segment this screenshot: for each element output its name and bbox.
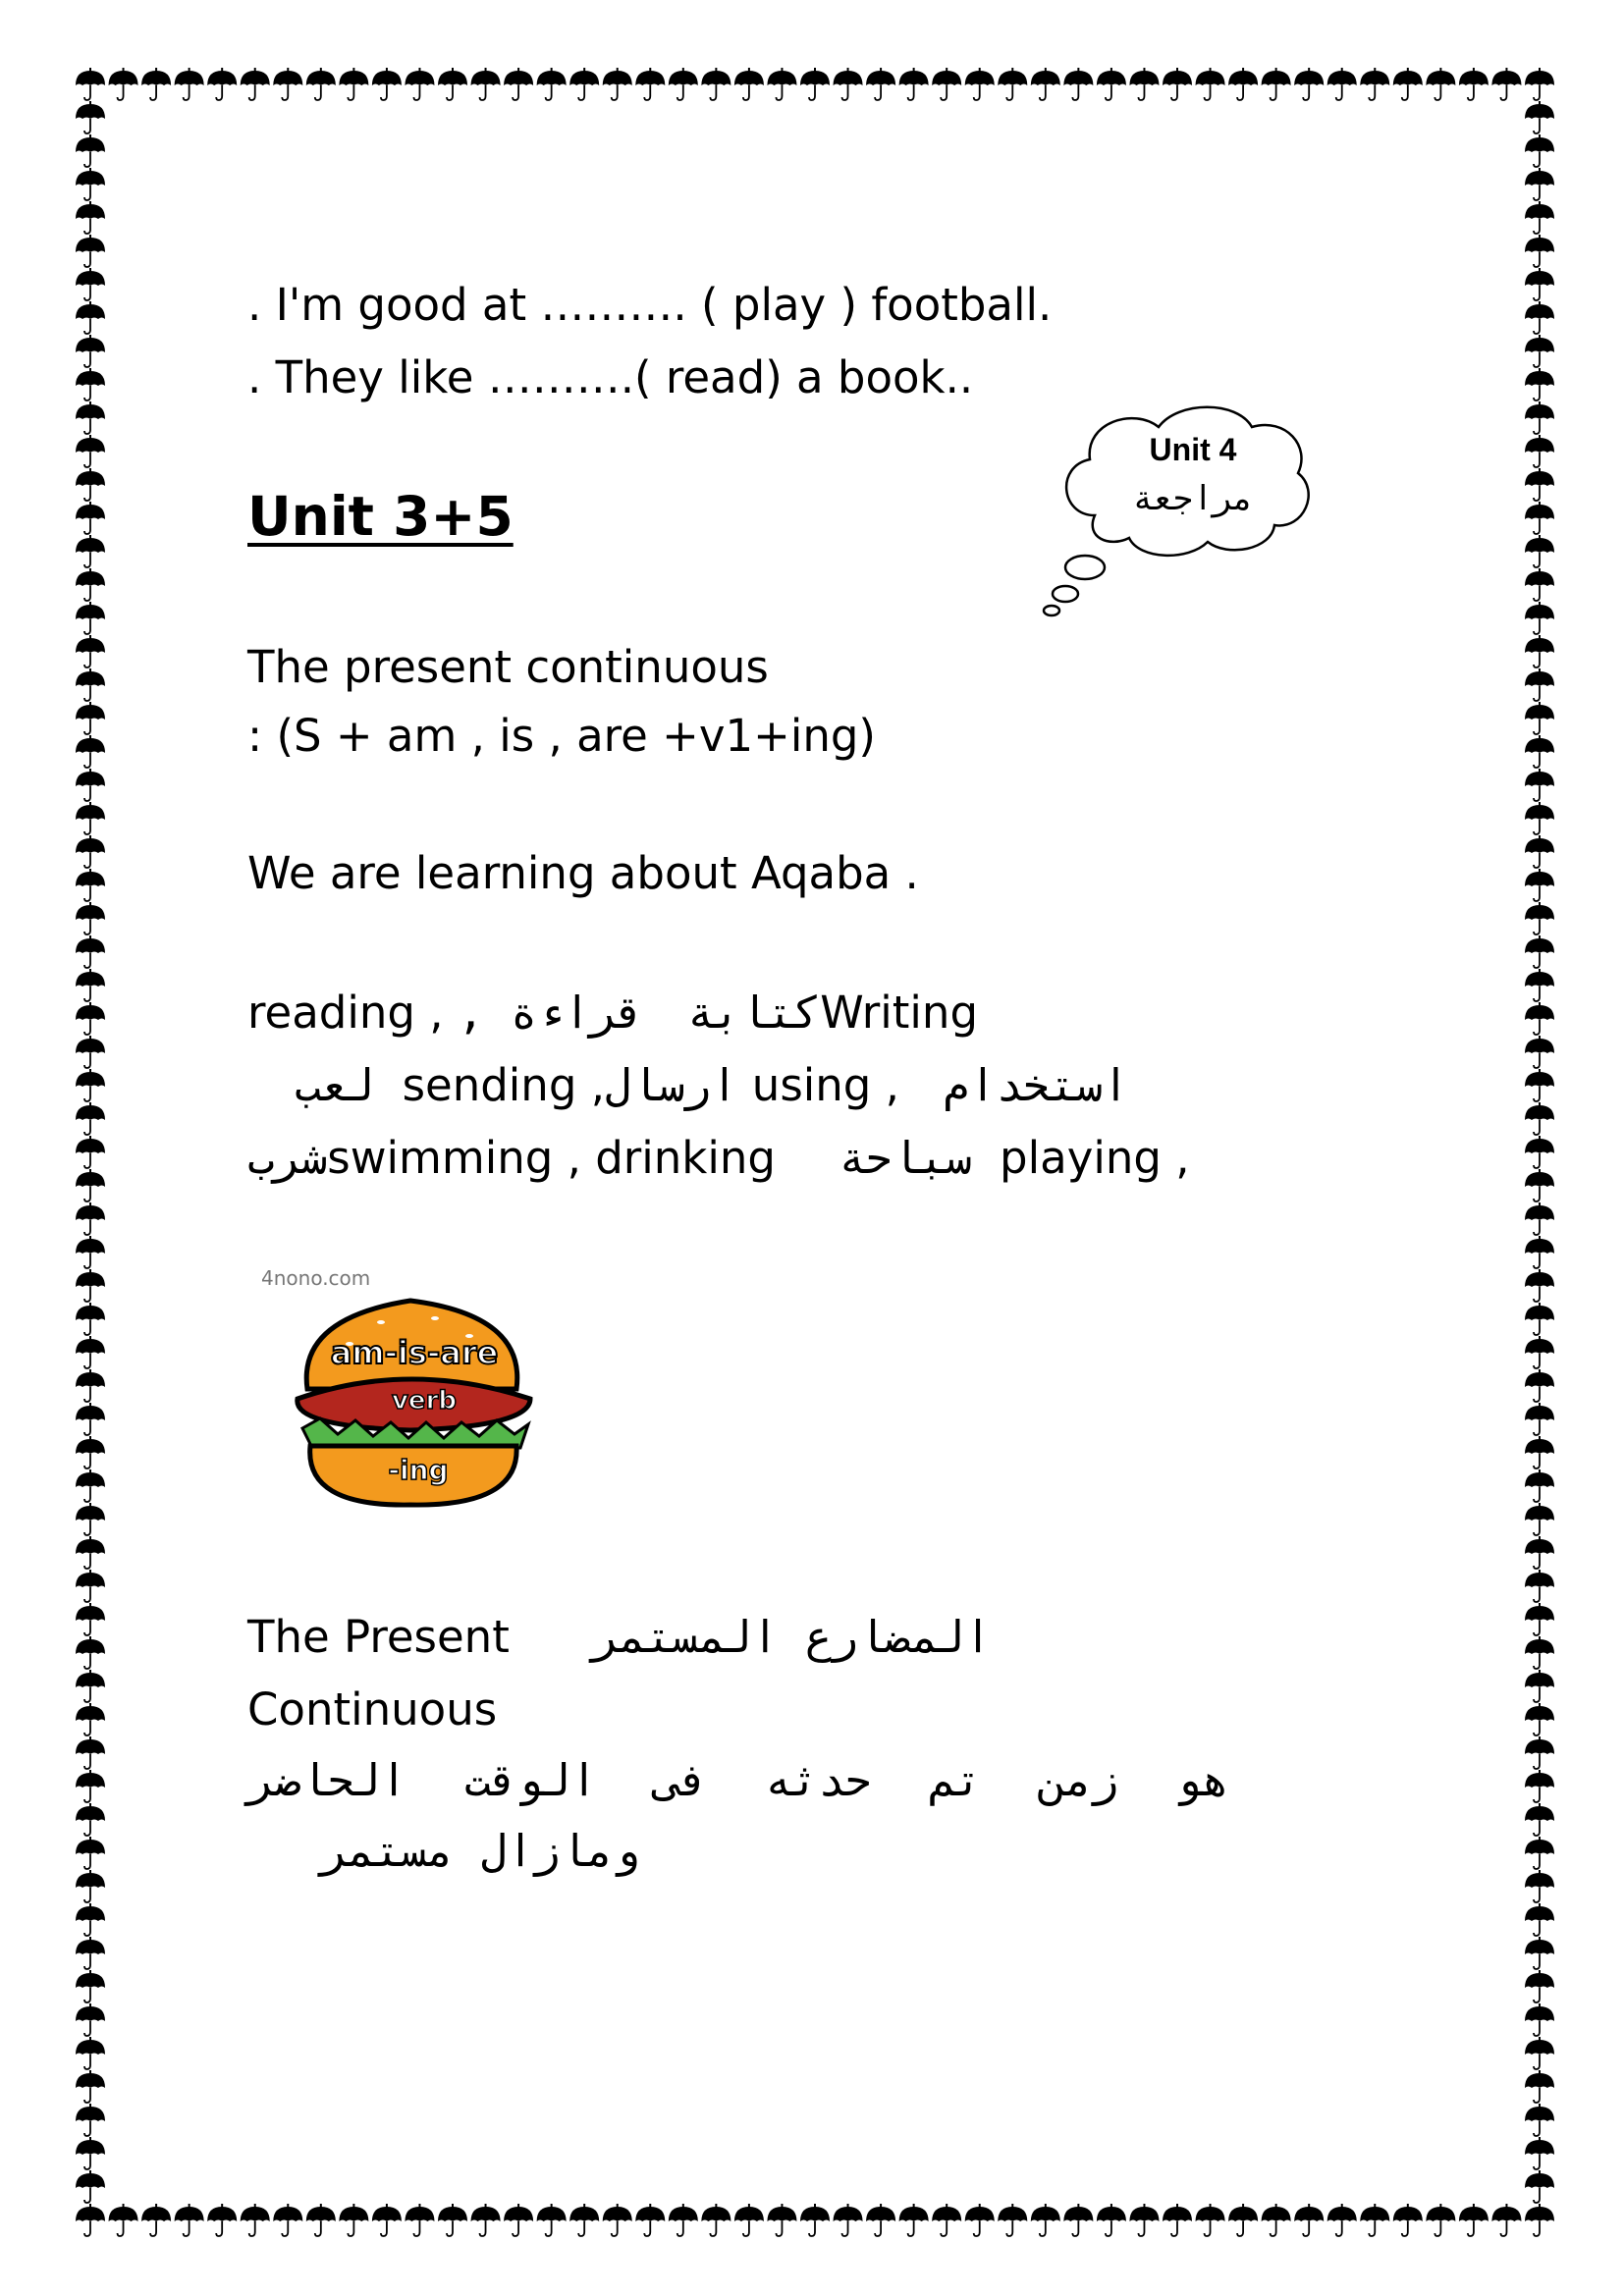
umbrella-icon [504, 68, 533, 100]
umbrella-icon [1525, 301, 1554, 334]
umbrella-icon [1426, 2204, 1455, 2236]
umbrella-icon [635, 68, 665, 100]
umbrella-icon [1525, 1202, 1554, 1235]
umbrella-icon [1525, 1670, 1554, 1702]
umbrella-icon [1525, 1636, 1554, 1669]
umbrella-icon [1525, 1503, 1554, 1535]
umbrella-icon [1525, 1269, 1554, 1302]
umbrella-icon [1525, 1336, 1554, 1368]
umbrella-icon [998, 2204, 1027, 2236]
umbrella-icon [1525, 1770, 1554, 1802]
umbrella-icon [76, 2104, 105, 2136]
umbrella-icon [1525, 635, 1554, 667]
umbrella-icon [76, 268, 105, 300]
umbrella-icon [405, 68, 434, 100]
umbrella-icon [1525, 935, 1554, 968]
umbrella-icon [175, 68, 204, 100]
umbrella-icon [372, 68, 402, 100]
umbrella-icon [1525, 2003, 1554, 2036]
definition-title-arabic: المضارع المستمر [592, 1611, 992, 1663]
umbrella-icon [1525, 2170, 1554, 2203]
umbrella-icon [1525, 602, 1554, 634]
umbrella-icon [76, 2070, 105, 2103]
umbrella-icon [141, 68, 171, 100]
umbrella-icon [1525, 1803, 1554, 1836]
umbrella-icon [1525, 535, 1554, 567]
umbrella-icon [1525, 201, 1554, 234]
umbrella-icon [1525, 1102, 1554, 1135]
umbrella-icon [1525, 835, 1554, 868]
umbrella-icon [306, 2204, 336, 2236]
umbrella-icon [76, 235, 105, 267]
umbrella-icon [1525, 702, 1554, 734]
umbrella-icon [1525, 134, 1554, 167]
umbrella-icon [76, 1436, 105, 1468]
umbrella-icon [1525, 2070, 1554, 2103]
umbrella-icon [1525, 1403, 1554, 1435]
vocab-word: sending , [402, 1059, 606, 1111]
umbrella-icon [76, 1570, 105, 1602]
vocab-line [247, 1131, 1190, 1186]
umbrella-icon [569, 68, 599, 100]
umbrella-icon [175, 2204, 204, 2236]
umbrella-icon [965, 2204, 995, 2236]
umbrella-icon [1525, 969, 1554, 1001]
umbrella-icon [471, 68, 501, 100]
burger-bottom-label: -ing [388, 1454, 449, 1486]
vocab-word: using , [751, 1059, 899, 1111]
umbrella-icon [1525, 368, 1554, 400]
umbrella-icon [866, 68, 895, 100]
umbrella-icon [1163, 2204, 1192, 2236]
vocab-line [247, 1058, 1129, 1113]
umbrella-icon [1525, 1970, 1554, 2002]
umbrella-icon [834, 68, 863, 100]
vocab-arabic: قراءة , [457, 987, 644, 1039]
vocab-arabic: ارسال [605, 1059, 738, 1111]
umbrella-icon [76, 1236, 105, 1268]
exercise-sentence: . I'm good at ………. ( play ) football. [247, 279, 1053, 331]
umbrella-icon [1327, 2204, 1357, 2236]
umbrella-icon [1525, 2204, 1554, 2236]
definition-arabic: ومازال مستمر [320, 1825, 640, 1877]
umbrella-icon [767, 68, 796, 100]
vocab-arabic: لعب [295, 1059, 375, 1111]
umbrella-icon [1525, 1870, 1554, 1902]
umbrella-icon [603, 2204, 632, 2236]
umbrella-icon [1525, 1136, 1554, 1168]
umbrella-icon [1525, 1236, 1554, 1268]
umbrella-icon [1525, 1069, 1554, 1101]
umbrella-icon [1525, 802, 1554, 834]
umbrella-icon [1525, 568, 1554, 601]
umbrella-icon [1525, 2137, 1554, 2169]
umbrella-icon [1525, 1036, 1554, 1068]
umbrella-icon [76, 1036, 105, 1068]
umbrella-icon [76, 468, 105, 501]
vocab-arabic: شرب [247, 1132, 328, 1184]
umbrella-icon [76, 502, 105, 534]
umbrella-icon [1393, 68, 1423, 100]
umbrella-icon [339, 2204, 368, 2236]
vocab-word: swimming , drinking [327, 1132, 776, 1184]
umbrella-icon [76, 1469, 105, 1502]
umbrella-icon [866, 2204, 895, 2236]
vocab-arabic: استخدام [943, 1059, 1129, 1111]
umbrella-icon [1525, 235, 1554, 267]
umbrella-icon [1129, 68, 1159, 100]
umbrella-icon [1525, 468, 1554, 501]
umbrella-icon [76, 1703, 105, 1735]
umbrella-icon [1525, 769, 1554, 801]
umbrella-icon [76, 802, 105, 834]
umbrella-icon [965, 68, 995, 100]
umbrella-icon [76, 1136, 105, 1168]
umbrella-icon [1525, 435, 1554, 467]
umbrella-icon [76, 1102, 105, 1135]
umbrella-icon [76, 368, 105, 400]
umbrella-icon [76, 2204, 105, 2236]
burger-top-label: am-is-are [330, 1334, 499, 1371]
umbrella-icon [1525, 101, 1554, 133]
umbrella-icon [1196, 68, 1225, 100]
umbrella-icon [306, 68, 336, 100]
umbrella-icon [635, 2204, 665, 2236]
umbrella-icon [1063, 68, 1093, 100]
umbrella-icon [76, 535, 105, 567]
umbrella-icon [1129, 2204, 1159, 2236]
umbrella-icon [800, 68, 830, 100]
umbrella-icon [1525, 2037, 1554, 2069]
cloud-subtitle: مراجعة [1132, 479, 1254, 518]
umbrella-icon [76, 101, 105, 133]
vocab-word: playing , [1000, 1132, 1190, 1184]
umbrella-icon [1525, 1169, 1554, 1201]
umbrella-icon [273, 2204, 302, 2236]
umbrella-icon [76, 602, 105, 634]
umbrella-icon [767, 2204, 796, 2236]
umbrella-icon [141, 2204, 171, 2236]
umbrella-icon [76, 869, 105, 901]
umbrella-icon [438, 68, 467, 100]
grammar-title: The present continuous [247, 641, 769, 693]
umbrella-icon [569, 2204, 599, 2236]
umbrella-icon [1525, 1469, 1554, 1502]
umbrella-icon [76, 1336, 105, 1368]
umbrella-icon [1525, 2104, 1554, 2136]
umbrella-icon [76, 769, 105, 801]
umbrella-icon [76, 1303, 105, 1335]
umbrella-icon [76, 935, 105, 968]
umbrella-icon [1525, 502, 1554, 534]
umbrella-icon [76, 168, 105, 200]
umbrella-icon [1525, 869, 1554, 901]
umbrella-icon [1525, 335, 1554, 367]
umbrella-icon [834, 2204, 863, 2236]
vocab-word: reading , [247, 987, 444, 1039]
umbrella-icon [76, 134, 105, 167]
umbrella-icon [76, 635, 105, 667]
umbrella-icon [998, 68, 1027, 100]
umbrella-icon [76, 68, 105, 100]
umbrella-icon [1097, 68, 1126, 100]
umbrella-icon [669, 2204, 698, 2236]
umbrella-icon [76, 2137, 105, 2169]
umbrella-icon [76, 1636, 105, 1669]
umbrella-icon [1262, 2204, 1291, 2236]
umbrella-icon [701, 2204, 731, 2236]
umbrella-icon [537, 68, 567, 100]
umbrella-icon [76, 1970, 105, 2002]
umbrella-icon [241, 2204, 270, 2236]
umbrella-icon [339, 68, 368, 100]
cloud-title: Unit 4 [1149, 432, 1237, 467]
umbrella-icon [1426, 68, 1455, 100]
grammar-formula: : (S + am , is , are +v1+ing) [247, 710, 876, 762]
example-sentence: We are learning about Aqaba . [247, 847, 919, 899]
umbrella-icon [76, 1002, 105, 1035]
umbrella-icon [1525, 1536, 1554, 1569]
umbrella-icon [1525, 1436, 1554, 1468]
umbrella-icon [1525, 168, 1554, 200]
umbrella-icon [109, 68, 138, 100]
umbrella-icon [405, 2204, 434, 2236]
umbrella-icon [603, 68, 632, 100]
umbrella-icon [1525, 1903, 1554, 1936]
umbrella-icon [76, 401, 105, 434]
umbrella-icon [76, 1169, 105, 1201]
exercise-sentence: . They like ……….( read) a book.. [247, 351, 974, 403]
umbrella-icon [76, 1536, 105, 1569]
umbrella-icon [76, 201, 105, 234]
umbrella-icon [1393, 2204, 1423, 2236]
umbrella-icon [1525, 1570, 1554, 1602]
umbrella-icon [1196, 2204, 1225, 2236]
vocab-arabic: سباحة [839, 1132, 972, 1184]
umbrella-icon [1525, 1002, 1554, 1035]
umbrella-icon [1525, 1837, 1554, 1869]
umbrella-icon [76, 1803, 105, 1836]
umbrella-icon [76, 335, 105, 367]
umbrella-icon [76, 1503, 105, 1535]
vocab-arabic: كتابة [686, 987, 821, 1039]
umbrella-icon [1163, 68, 1192, 100]
umbrella-icon [372, 2204, 402, 2236]
umbrella-icon [76, 1403, 105, 1435]
umbrella-icon [76, 2003, 105, 2036]
definition-title: The Present المضارع المستمر [247, 1611, 992, 1663]
umbrella-icon [899, 68, 929, 100]
umbrella-icon [537, 2204, 567, 2236]
umbrella-icon [932, 68, 961, 100]
unit-heading: Unit 3+5 [247, 485, 514, 548]
umbrella-icon [76, 301, 105, 334]
umbrella-icon [76, 902, 105, 934]
umbrella-icon [1459, 68, 1489, 100]
umbrella-icon [76, 2037, 105, 2069]
umbrella-icon [800, 2204, 830, 2236]
umbrella-icon [932, 2204, 961, 2236]
umbrella-icon [899, 2204, 929, 2236]
umbrella-icon [1031, 2204, 1060, 2236]
umbrella-icon [734, 2204, 764, 2236]
umbrella-icon [1525, 268, 1554, 300]
umbrella-icon [109, 2204, 138, 2236]
umbrella-icon [241, 68, 270, 100]
umbrella-icon [76, 1269, 105, 1302]
burger-watermark: 4nono.com [261, 1266, 371, 1290]
umbrella-icon [1228, 68, 1258, 100]
umbrella-icon [1262, 68, 1291, 100]
umbrella-icon [273, 68, 302, 100]
umbrella-icon [471, 2204, 501, 2236]
umbrella-icon [734, 68, 764, 100]
umbrella-icon [76, 1202, 105, 1235]
umbrella-icon [207, 68, 237, 100]
umbrella-icon [1031, 68, 1060, 100]
umbrella-icon [76, 835, 105, 868]
definition-title: Continuous [247, 1683, 498, 1735]
umbrella-icon [1327, 68, 1357, 100]
umbrella-icon [1525, 68, 1554, 100]
umbrella-icon [76, 568, 105, 601]
umbrella-icon [76, 1069, 105, 1101]
umbrella-icon [1525, 1603, 1554, 1635]
umbrella-icon [1360, 68, 1389, 100]
umbrella-icon [1491, 2204, 1521, 2236]
umbrella-icon [1525, 401, 1554, 434]
umbrella-icon [1525, 1369, 1554, 1402]
umbrella-icon [76, 668, 105, 701]
umbrella-icon [1525, 1703, 1554, 1735]
umbrella-icon [76, 435, 105, 467]
umbrella-icon [1459, 2204, 1489, 2236]
umbrella-icon [76, 1870, 105, 1902]
umbrella-icon [76, 1937, 105, 1969]
umbrella-icon [1525, 902, 1554, 934]
umbrella-icon [76, 969, 105, 1001]
umbrella-icon [76, 2170, 105, 2203]
umbrella-icon [1525, 1303, 1554, 1335]
vocab-word: Writing [820, 987, 979, 1039]
umbrella-icon [76, 1603, 105, 1635]
umbrella-icon [1294, 68, 1324, 100]
vocab-line [247, 986, 978, 1041]
umbrella-icon [76, 1670, 105, 1702]
umbrella-icon [1525, 735, 1554, 768]
umbrella-icon [76, 1903, 105, 1936]
umbrella-icon [76, 735, 105, 768]
umbrella-icon [1360, 2204, 1389, 2236]
umbrella-icon [76, 1369, 105, 1402]
umbrella-icon [504, 2204, 533, 2236]
umbrella-icon [1525, 1736, 1554, 1769]
umbrella-icon [76, 1770, 105, 1802]
umbrella-icon [669, 68, 698, 100]
definition-arabic: هو زمن تم حدثه فى الوقت الحاضر [247, 1754, 1229, 1806]
umbrella-icon [76, 1837, 105, 1869]
umbrella-icon [1525, 668, 1554, 701]
umbrella-icon [76, 702, 105, 734]
umbrella-icon [1063, 2204, 1093, 2236]
burger-middle-label: verb [391, 1386, 458, 1415]
umbrella-icon [1525, 1937, 1554, 1969]
umbrella-icon [1294, 2204, 1324, 2236]
burger-image [253, 1261, 587, 1517]
umbrella-icon [438, 2204, 467, 2236]
umbrella-icon [701, 68, 731, 100]
umbrella-icon [1228, 2204, 1258, 2236]
umbrella-icon [207, 2204, 237, 2236]
umbrella-icon [76, 1736, 105, 1769]
umbrella-icon [1097, 2204, 1126, 2236]
umbrella-icon [1491, 68, 1521, 100]
